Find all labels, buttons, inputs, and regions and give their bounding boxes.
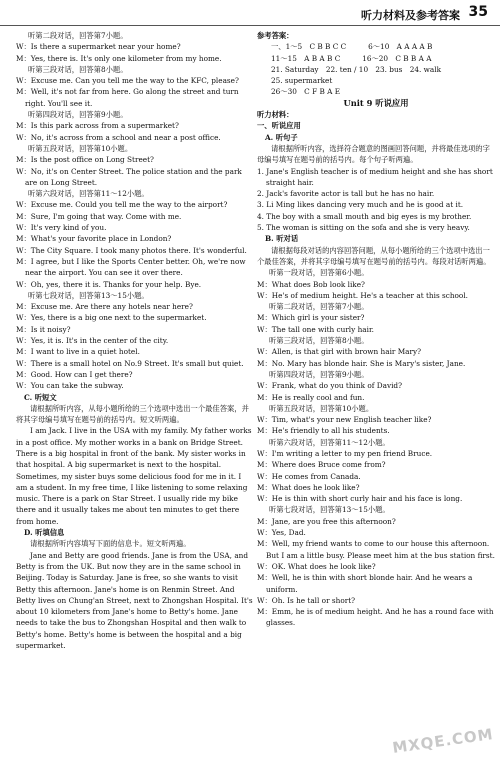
right-column [257, 30, 495, 629]
right-column-line: 听第六段对话，回答第11～12小题。 [269, 437, 390, 447]
watermark-logo: MXQE.COM [391, 724, 495, 757]
left-column-line: W：Excuse me. Can you tell me the way to the KFC, please? [16, 76, 239, 86]
page-header [0, 0, 500, 30]
right-column-line: 11～15 A B A B C 16～20 C B B A A [271, 53, 432, 63]
right-column-line: 5. The woman is sitting on the sofa and she is very heavy. [257, 223, 470, 233]
right-column-line: 听第一段对话，回答第6小题。 [269, 268, 369, 278]
right-column-line: 一、1～5 C B B C C 6～10 A A A A B [271, 42, 433, 52]
left-column-line: C. 听短文 [24, 392, 57, 402]
right-column-line: M：Well, he is thin with short blonde hair. And he wears a uniform. [257, 573, 473, 594]
left-column-line: W：No, it's on Center Street. The police station and the park are on Long Street. [16, 166, 242, 187]
left-column-line: M：Sure, I'm going that way. Come with me. [16, 211, 182, 221]
left-column-line: 听第三段对话，回答第8小题。 [28, 64, 128, 74]
left-column-line: 听第七段对话，回答第13～15小题。 [28, 290, 149, 300]
left-column-line: M：Is it noisy? [16, 324, 71, 334]
right-column-line: M：Which girl is your sister? [257, 313, 365, 323]
left-column-line: 请根据所听内容填写下面的信息卡。短文听两遍。 [30, 539, 191, 549]
left-column-line: 听第二段对话，回答第7小题。 [28, 31, 128, 40]
right-column-line: B. 听对话 [265, 234, 299, 244]
right-column-line: 听第二段对话，回答第7小题。 [269, 302, 369, 312]
left-column-line: M：Excuse me. Are there any hotels near here? [16, 302, 193, 312]
right-column-line: 听第四段对话，回答第9小题。 [269, 369, 369, 379]
right-column-line: 听第七段对话，回答第13～15小题。 [269, 505, 390, 515]
left-column [16, 30, 254, 651]
left-column-line: 听第六段对话，回答第11～12小题。 [28, 189, 149, 199]
left-column-line: M：Well, it's not far from here. Go along the street and turn right. You'll see it. [16, 87, 239, 108]
right-column-line: M：He is really cool and fun. [257, 392, 365, 402]
left-column-line: M：Yes, there is. It's only one kilometer from my home. [16, 53, 222, 63]
right-column-line: W：Oh. Is he tall or short? [257, 595, 356, 605]
right-column-line: 25. supermarket [271, 76, 333, 86]
header-title: 听力材料及参考答案 [361, 9, 460, 22]
right-column-line: 参考答案： [257, 31, 294, 40]
left-column-line: W：Oh, yes, there it is. Thanks for your help. Bye. [16, 279, 202, 289]
right-column-line: W：OK. What does he look like? [257, 561, 376, 571]
left-column-line: W：Yes, there is a big one next to the supermarket. [16, 313, 207, 323]
left-column-line: W：No, it's across from a school and near a post office. [16, 132, 221, 142]
left-column-line: W：Excuse me. Could you tell me the way to the airport? [16, 200, 228, 210]
left-column-line: M：I want to live in a quiet hotel. [16, 347, 140, 357]
right-column-line: 26～30 C F B A E [271, 87, 341, 97]
left-column-line: M：Is the post office on Long Street? [16, 155, 154, 165]
right-column-line: 请根据每段对话的内容回答问题，从每小题所给的三个选项中选出一个最佳答案，并将其字母编号填写在题号前的括号内。每段对话听两遍。 [257, 245, 491, 266]
right-column-line: 21. Saturday 22. ten / 10 23. bus 24. walk [271, 64, 441, 74]
left-column-line: W：There is a small hotel on No.9 Street. It's small but quiet. [16, 358, 244, 368]
left-column-line: M：Is this park across from a supermarket? [16, 121, 179, 131]
left-column-line: 听第四段对话，回答第9小题。 [28, 110, 128, 120]
right-column-line: W：Tim, what's your new English teacher like? [257, 415, 432, 425]
left-column-line: M：I agree, but I like the Sports Center better. Oh, we're now near the airport. You can see it over there. [16, 256, 246, 278]
right-column-line: M：No. Mary has blonde hair. She is Mary's sister, Jane. [257, 358, 466, 368]
right-column-line: M：Emm, he is of medium height. And he has a round face with glasses. [257, 607, 494, 628]
right-column-line: M：What does Bob look like? [257, 279, 365, 289]
right-column-line: W：He comes from Canada. [257, 471, 361, 481]
left-column-line: W：The City Square. I took many photos there. It's wonderful. [16, 245, 247, 255]
right-column-line: W：Yes, Dad. [257, 528, 306, 538]
right-column-line: 听第五段对话，回答第10小题。 [269, 403, 374, 413]
right-column-line: M：He's friendly to all his students. [257, 426, 390, 436]
left-column-line: M：Good. How can I get there? [16, 369, 133, 379]
right-column-line: W：I'm writing a letter to my pen friend Bruce. [257, 448, 433, 458]
right-column-line: 请根据所听内容，选择符合题意的图画回答问题，并将最佳选项的字母编号填写在题号前的括号内。每个句子听两遍。 [257, 143, 490, 165]
left-column-line: I am Jack. I live in the USA with my family. My father works in a post office. My mother works in a bank on Bridge Street. There is a big hospital in front of the bank. My sister works in that hospital. A big supermarket is next to the hospital. Sometimes, my sister buys some delicious food for me in it. I am a student. In my free time, I like listening to some relaxing music. There is a park on Star Street. I usually ride my bike there and it usually takes me about ten minutes to get there from home. [16, 426, 252, 526]
right-column-line: W：Allen, is that girl with brown hair Mary? [257, 347, 422, 357]
right-column-line: 3. Li Ming likes dancing very much and he is good at it. [257, 200, 464, 210]
left-column-line: 请根据所听内容，从每小题所给的三个选项中选出一个最佳答案，并将其字母编号填写在题号前的括号内。短文听两遍。 [16, 403, 249, 425]
left-column-line: M：What's your favorite place in London? [16, 234, 172, 244]
right-column-line: M：Jane, are you free this afternoon? [257, 516, 396, 526]
right-column-line: W：He's of medium height. He's a teacher at this school. [257, 290, 468, 300]
right-column-line: M：Well, my friend wants to come to our house this afternoon. But I am a little busy. Please meet him at the bus station first. [257, 539, 495, 560]
page-number: 35 [468, 4, 488, 20]
right-column-line: A. 听句子 [265, 132, 298, 142]
right-column-line: M：What does he look like? [257, 482, 360, 492]
right-column-line: 听力材料： [257, 110, 294, 120]
right-column-line: 2. Jack's favorite actor is tall but he has no hair. [257, 189, 435, 199]
right-column-line: Unit 9 听说应用 [343, 97, 409, 108]
right-column-line: 听第三段对话，回答第8小题。 [269, 336, 369, 346]
left-column-line: W：Yes, it is. It's in the center of the city. [16, 336, 169, 346]
right-column-line: 4. The boy with a small mouth and big eyes is my brother. [257, 211, 472, 221]
right-column-line: 1. Jane's English teacher is of medium height and she has short straight hair. [257, 166, 493, 187]
left-column-line: 听第五段对话，回答第10小题。 [28, 143, 133, 153]
right-column-line: W：He is thin with short curly hair and his face is long. [257, 494, 463, 504]
header-rule [0, 25, 500, 26]
left-column-line: W：Is there a supermarket near your home? [16, 42, 181, 52]
right-column-line: W：The tall one with curly hair. [257, 324, 374, 334]
left-column-line: Jane and Betty are good friends. Jane is from the USA, and Betty is from the UK. But now they are in the same school in Beijing. Today is Saturday. Jane is free, so she wants to visit Betty this afternoon. Jane's home is on Renmin Street. And Betty lives on Chung'an Street, next to Zhongshan Hospital. It's about 10 kilometers from Jane's home to Betty's home. Jane needs to take the bus to Zhongshan Hospital and then walk to Betty's home. Betty's home is between the hospital and a big supermarket. [16, 550, 253, 651]
left-column-line: W：You can take the subway. [16, 381, 124, 391]
right-column-line: W：Frank, what do you think of David? [257, 381, 402, 391]
left-column-line: W：It's very kind of you. [16, 223, 107, 233]
left-column-line: D. 听填信息 [24, 528, 65, 538]
right-column-line: M：Where does Bruce come from? [257, 460, 386, 470]
right-column-line: 一、听说应用 [257, 121, 301, 131]
